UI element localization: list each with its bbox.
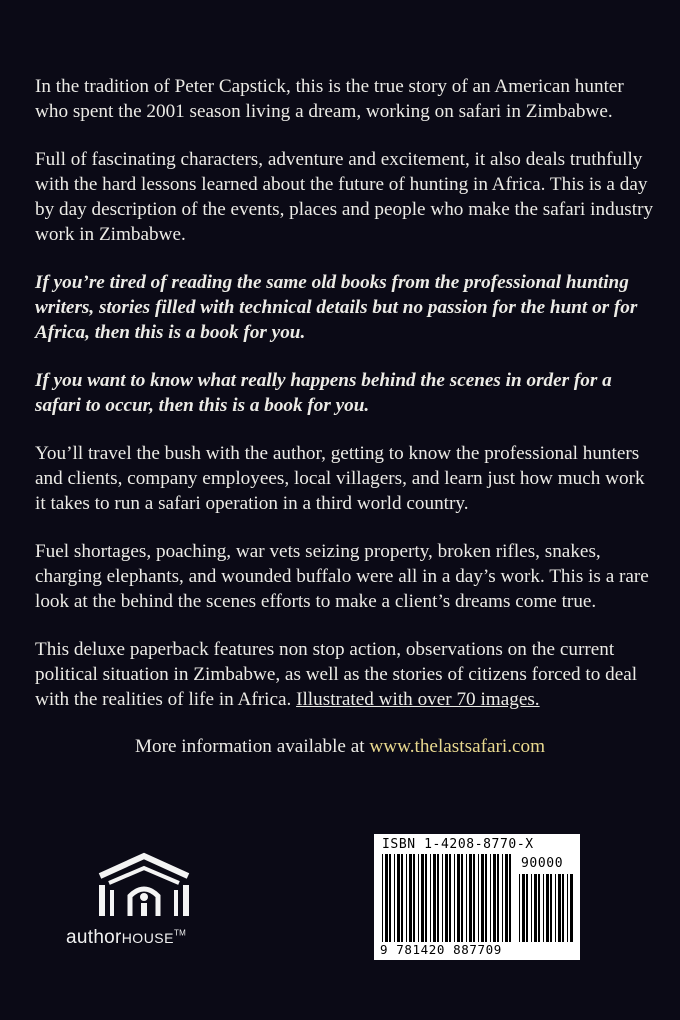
ean-digits: 9 781420 887709 [380, 942, 502, 957]
barcode-bar [449, 854, 451, 942]
trademark: TM [173, 928, 187, 938]
publisher-name-lower: author [66, 927, 122, 948]
barcode-bar [502, 854, 503, 942]
barcode-bar [481, 854, 484, 942]
barcode-bar [385, 854, 388, 942]
website-link[interactable]: www.thelastsafari.com [369, 736, 546, 757]
barcode-bar [567, 874, 568, 942]
authorhouse-logo-icon [94, 852, 194, 922]
barcode-bar [421, 854, 424, 942]
blurb-paragraph-5: You’ll travel the bush with the author, getting to know the professional hunters and clients, company employees, local villagers, and learn just how much work it takes to run a safari operation in a third world country. [35, 443, 645, 514]
barcode-bar [425, 854, 427, 942]
barcode-bar [397, 854, 400, 942]
barcode-bar [522, 874, 525, 942]
barcode-bar [409, 854, 412, 942]
barcode-bar [442, 854, 443, 942]
barcode-bar [406, 854, 407, 942]
barcode-bar [485, 854, 487, 942]
barcode-bar [437, 854, 439, 942]
barcode-bar [493, 854, 496, 942]
blurb-paragraph-3: If you’re tired of reading the same old books from the professional hunting writers, stories filled with technical details but no passion for the hunt or for Africa, then this is a book for you. [35, 272, 638, 343]
barcode-bar [505, 854, 508, 942]
blurb-paragraph-6: Fuel shortages, poaching, war vets seizing property, broken rifles, snakes, charging elephants, and wounded buffalo were all in a day’s work. This is a rare look at the behind the scenes efforts to make a client’s dreams come true. [35, 541, 649, 612]
barcode-bar [531, 874, 532, 942]
barcode-bar [430, 854, 431, 942]
barcode-bar [418, 854, 419, 942]
barcode-bar [461, 854, 463, 942]
blurb-paragraph-7-text: This deluxe paperback features non stop action, observations on the current political situation in Zimbabwe, as well as the stories of citizens forced to deal with the realities of life in Africa. [35, 639, 638, 710]
barcode-bar [543, 874, 544, 942]
isbn-barcode [374, 834, 580, 960]
barcode-bar [389, 854, 391, 942]
barcode-bar [401, 854, 403, 942]
barcode-bar [558, 874, 561, 942]
barcode-bar [394, 854, 395, 942]
blurb-paragraph-7 [35, 637, 655, 712]
blurb-paragraph-4: If you want to know what really happens behind the scenes in order for a safari to occur, then this is a book for you. [35, 370, 612, 416]
publisher-name-caps: HOUSE [121, 930, 174, 946]
barcode-bar [433, 854, 436, 942]
barcode-bar [570, 874, 573, 942]
blurb-paragraph-2: Full of fascinating characters, adventure and excitement, it also deals truthfully with the hard lessons learned about the future of hunting in Africa. This is a day by day description of the events, places and people who make the safari industry work in Zimbabwe. [35, 149, 654, 245]
isbn-label: ISBN 1-4208-8770-X [382, 837, 534, 852]
barcode-bar [534, 874, 537, 942]
price-code: 90000 [521, 856, 564, 871]
barcode-bar [526, 874, 528, 942]
barcode-bar [445, 854, 448, 942]
barcode-bar [413, 854, 415, 942]
more-info-line [0, 734, 680, 759]
barcode-bar [469, 854, 472, 942]
publisher-name [66, 927, 226, 949]
barcode-bar [457, 854, 460, 942]
barcode-bar [466, 854, 467, 942]
barcode-bar [562, 874, 564, 942]
barcode-bar [382, 854, 383, 942]
barcode-bar [454, 854, 455, 942]
barcode-bar [519, 874, 520, 942]
barcode-bar [497, 854, 499, 942]
barcode-bar [550, 874, 552, 942]
barcode-bar [478, 854, 479, 942]
back-cover-blurb [35, 74, 655, 735]
publisher-logo [66, 852, 226, 957]
barcode-bar [490, 854, 491, 942]
blurb-paragraph-1: In the tradition of Peter Capstick, this is the true story of an American hunter who spent the 2001 season living a dream, working on safari in Zimbabwe. [35, 76, 624, 122]
barcode-bar [538, 874, 540, 942]
barcode-bar [509, 854, 511, 942]
illustrated-note: Illustrated with over 70 images. [296, 689, 540, 710]
barcode-bar [555, 874, 556, 942]
barcode-bar [546, 874, 549, 942]
barcode-bar [473, 854, 475, 942]
more-info-prefix: More information available at [134, 736, 370, 757]
